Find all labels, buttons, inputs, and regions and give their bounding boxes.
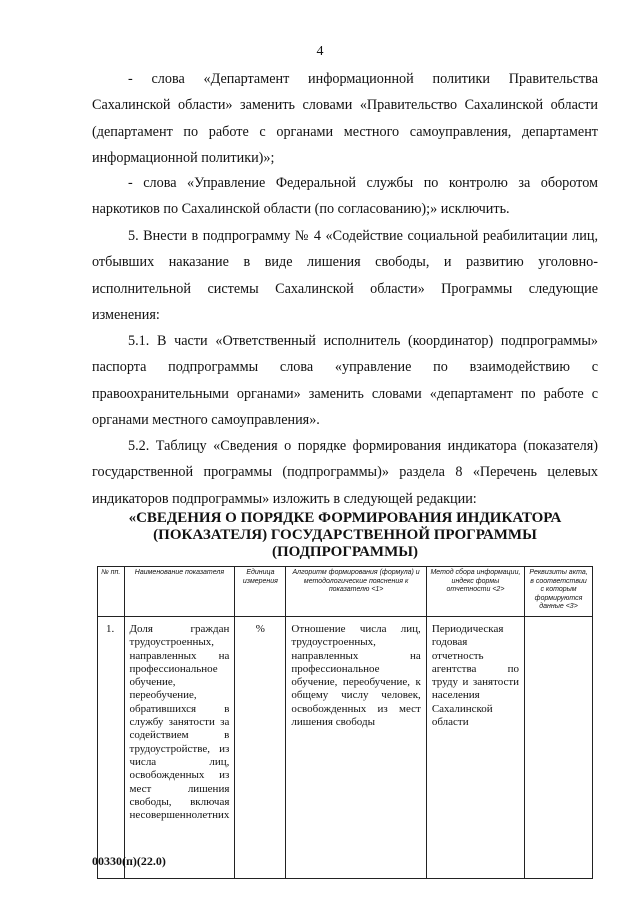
paragraph-text: 5.1. В части «Ответственный исполнитель (координатор) подпрограммы» паспорта подпрограммы слова «управление по взаимодействию с правоохранительными органами» заменить словами «департамент по работе с органами местного самоуправления». (92, 333, 598, 428)
indicator-table (97, 566, 593, 879)
cell-method: Периодическая годовая отчетность агентства по труду и занятости населения Сахалинской области (426, 617, 524, 879)
paragraph-item-5 (92, 223, 598, 328)
header-requisites: Реквизиты акта, в соответствии с которым формируются данные <3> (525, 567, 593, 617)
paragraph-text: - слова «Управление Федеральной службы по контролю за оборотом наркотиков по Сахалинской области (по согласованию);» исключить. (92, 175, 598, 218)
document-code: 00330(п)(22.0) (92, 854, 166, 868)
header-algorithm: Алгоритм формирования (формула) и методологические пояснения к показателю <1> (286, 567, 426, 617)
cell-name: Доля граждан трудоустроенных, направленных на профессиональное обучение, переобучение, обратившихся в службу занятости за содействием в трудоустройстве, из числа лиц, освобожденных из мест лишения свободы, включая несовершеннолетних (124, 617, 235, 879)
paragraph-text: 5.2. Таблицу «Сведения о порядке формирования индикатора (показателя) государственной программы (подпрограммы)» раздела 8 «Перечень целевых индикаторов подпрограммы» изложить в следующей редакции: (92, 438, 598, 507)
table-row (98, 617, 593, 879)
paragraph-replace-department (92, 66, 598, 171)
cell-requisites (525, 617, 593, 879)
table-header-row (98, 567, 593, 617)
header-num: № пп. (98, 567, 125, 617)
paragraph-text: - слова «Департамент информационной политики Правительства Сахалинской области» заменить словами «Правительство Сахалинской области (департамент по работе с органами местного самоуправления, департамент информационной политики)»; (92, 71, 598, 166)
cell-unit: % (235, 617, 286, 879)
table-heading: «СВЕДЕНИЯ О ПОРЯДКЕ ФОРМИРОВАНИЯ ИНДИКАТОРА (ПОКАЗАТЕЛЯ) ГОСУДАРСТВЕННОЙ ПРОГРАММЫ (ПОДПРОГРАММЫ) (128, 510, 562, 560)
paragraph-text: 5. Внести в подпрограмму № 4 «Содействие социальной реабилитации лиц, отбывших наказание в виде лишения свободы, и развитию уголовно-исполнительной системы Сахалинской области» Программы следующие изменения: (92, 228, 598, 323)
cell-algorithm: Отношение числа лиц, трудоустроенных, направленных на профессиональное обучение, переобучение, к общему числу человек, освобожденных из мест лишения свободы (286, 617, 426, 879)
cell-num: 1. (98, 617, 125, 879)
header-unit: Единица измерения (235, 567, 286, 617)
header-name: Наименование показателя (124, 567, 235, 617)
paragraph-exclude-service (92, 170, 598, 223)
paragraph-item-5-2 (92, 433, 598, 512)
header-method: Метод сбора информации, индекс формы отчетности <2> (426, 567, 524, 617)
page-number: 4 (316, 44, 324, 59)
paragraph-item-5-1 (92, 328, 598, 433)
